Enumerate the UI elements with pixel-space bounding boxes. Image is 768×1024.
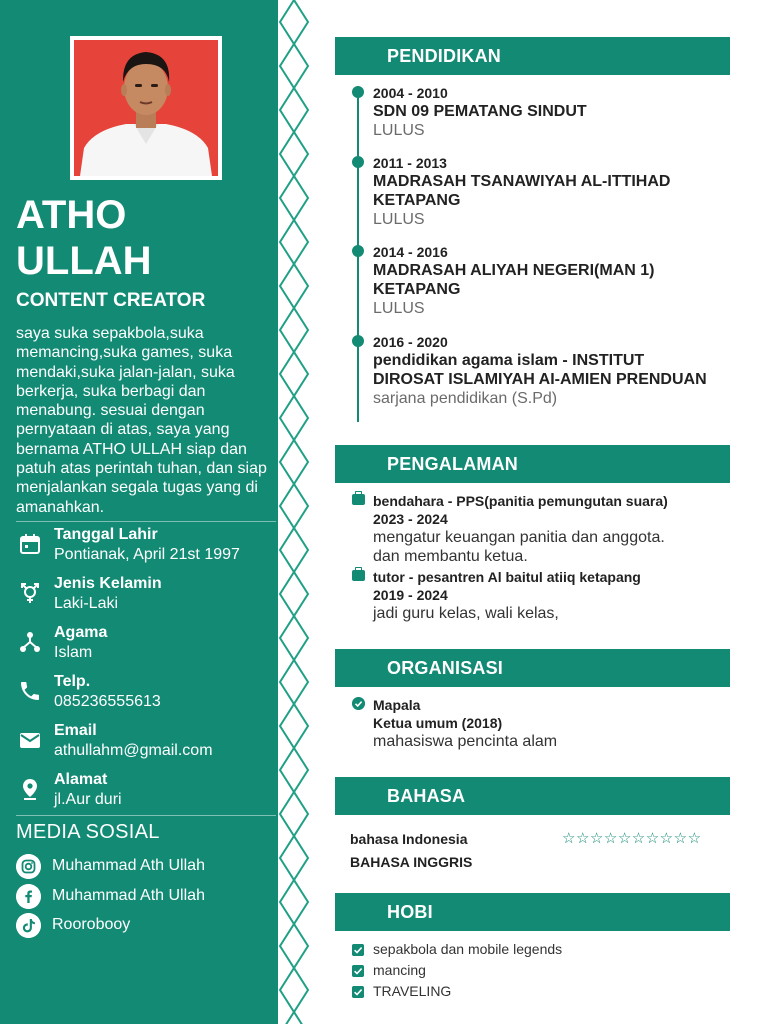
organization-role: Ketua umum (2018) (373, 715, 503, 731)
experience-title: bendahara - PPS(panitia pemungutan suara) (373, 493, 668, 509)
decorative-diamond-strip (278, 0, 310, 1024)
rating-star: ☆ (603, 830, 618, 847)
info-phone (16, 673, 274, 717)
language-rating-stars (562, 829, 702, 847)
info-label: Jenis Kelamin (54, 575, 162, 592)
info-value: Pontianak, April 21st 1997 (54, 546, 240, 563)
section-title: HOBI (387, 902, 433, 922)
social-facebook[interactable] (16, 884, 274, 910)
info-email (16, 722, 274, 766)
info-value: jl.Aur duri (54, 791, 122, 808)
social-text: Muhammad Ath Ullah (52, 887, 205, 904)
email-icon (18, 728, 42, 752)
experience-description-line2: dan membantu ketua. (373, 548, 528, 565)
calendar-icon (18, 532, 42, 556)
info-label: Alamat (54, 771, 108, 788)
section-title: ORGANISASI (387, 658, 504, 678)
section-title: PENDIDIKAN (387, 46, 502, 66)
education-years: 2016 - 2020 (373, 334, 448, 350)
education-school: pendidikan agama islam - INSTITUT (373, 352, 645, 369)
job-title: CONTENT CREATOR (16, 290, 206, 311)
tiktok-icon (16, 913, 41, 938)
full-name (16, 192, 266, 284)
social-instagram[interactable] (16, 854, 274, 880)
rating-star: ☆ (617, 830, 632, 847)
rating-star: ☆ (673, 830, 688, 847)
timeline-dot (352, 86, 364, 98)
sidebar (0, 0, 278, 1024)
info-label: Agama (54, 624, 108, 641)
section-education-header (335, 37, 730, 75)
education-item (373, 333, 743, 408)
experience-years: 2019 - 2024 (373, 587, 448, 603)
rating-star: ☆ (687, 830, 702, 847)
rating-star: ☆ (631, 830, 646, 847)
rating-star: ☆ (645, 830, 660, 847)
info-label: Telp. (54, 673, 91, 690)
rating-star: ☆ (659, 830, 674, 847)
checkbox-checked-icon (352, 944, 364, 956)
education-years: 2014 - 2016 (373, 244, 448, 260)
name-line-2: ULLAH (16, 239, 152, 283)
religion-icon (18, 630, 42, 654)
experience-item (373, 492, 733, 566)
education-status: LULUS (373, 211, 425, 228)
education-school-line2: KETAPANG (373, 192, 461, 209)
education-status: LULUS (373, 300, 425, 317)
education-item (373, 154, 743, 229)
experience-title: tutor - pesantren Al baitul atiiq ketapang (373, 569, 641, 585)
rating-star: ☆ (562, 830, 576, 847)
social-tiktok[interactable] (16, 913, 274, 939)
hobby-text: mancing (373, 962, 426, 978)
divider (16, 815, 276, 816)
phone-icon (18, 679, 42, 703)
info-value: Laki-Laki (54, 595, 119, 612)
education-years: 2011 - 2013 (373, 155, 447, 171)
name-line-1: ATHO (16, 193, 127, 237)
bio-text: saya suka sepakbola,suka memancing,suka games, suka mendaki,suka jalan-jalan, suka berkerja, suka berbagi dan menabung. sesuai dengan pernyataan di atas, saya yang bernama ATHO ULLAH siap dan patuh atas perintah tuhan, dan siap menjalankan segala tugas yang di amanahkan. (16, 325, 267, 516)
education-school-line2: DIROSAT ISLAMIYAH AI-AMIEN PRENDUAN (373, 371, 707, 388)
check-circle-icon (352, 697, 365, 710)
language-name: bahasa Indonesia (350, 831, 468, 847)
timeline-dot (352, 245, 364, 257)
info-address (16, 771, 274, 815)
profile-photo-frame (70, 36, 222, 180)
section-experience-header (335, 445, 730, 483)
education-status: sarjana pendidikan (S.Pd) (373, 390, 558, 407)
education-school: MADRASAH TSANAWIYAH AL-ITTIHAD (373, 173, 671, 190)
location-icon (18, 777, 42, 801)
section-organization-header (335, 649, 730, 687)
social-media-title: MEDIA SOSIAL (16, 821, 160, 843)
instagram-icon (16, 854, 41, 879)
checkbox-checked-icon (352, 965, 364, 977)
info-label: Email (54, 722, 97, 739)
rating-star: ☆ (589, 830, 604, 847)
experience-item (373, 568, 733, 623)
info-birth (16, 526, 274, 570)
section-title: PENGALAMAN (387, 454, 518, 474)
checkbox-checked-icon (352, 986, 364, 998)
timeline-dot (352, 156, 364, 168)
education-years: 2004 - 2010 (373, 85, 448, 101)
info-religion (16, 624, 274, 668)
briefcase-icon (352, 494, 365, 505)
education-school: SDN 09 PEMATANG SINDUT (373, 103, 587, 120)
rating-star: ☆ (575, 830, 590, 847)
section-language-header (335, 777, 730, 815)
education-school-line2: KETAPANG (373, 281, 461, 298)
education-item (373, 84, 743, 140)
social-text: Roorobooy (52, 916, 131, 933)
language-name: BAHASA INGGRIS (350, 854, 473, 870)
organization-name: Mapala (373, 697, 421, 713)
info-value: 085236555613 (54, 693, 161, 710)
info-gender (16, 575, 274, 619)
education-status: LULUS (373, 122, 425, 139)
organization-item (373, 696, 733, 751)
experience-description: mengatur keuangan panitia dan anggota. (373, 529, 665, 546)
section-title: BAHASA (387, 786, 466, 806)
gender-icon (18, 581, 42, 605)
organization-description: mahasiswa pencinta alam (373, 733, 558, 750)
education-school: MADRASAH ALIYAH NEGERI(MAN 1) (373, 262, 655, 279)
timeline-dot (352, 335, 364, 347)
hobby-text: TRAVELING (373, 983, 452, 999)
info-value: Islam (54, 644, 93, 661)
education-item (373, 243, 743, 318)
experience-description: jadi guru kelas, wali kelas, (373, 605, 559, 622)
divider (16, 521, 276, 522)
profile-photo (74, 40, 218, 176)
section-hobby-header (335, 893, 730, 931)
social-text: Muhammad Ath Ullah (52, 857, 205, 874)
briefcase-icon (352, 570, 365, 581)
experience-years: 2023 - 2024 (373, 511, 448, 527)
info-label: Tanggal Lahir (54, 526, 158, 543)
info-value: athullahm@gmail.com (54, 742, 213, 759)
facebook-icon (16, 884, 41, 909)
hobby-text: sepakbola dan mobile legends (373, 941, 563, 957)
